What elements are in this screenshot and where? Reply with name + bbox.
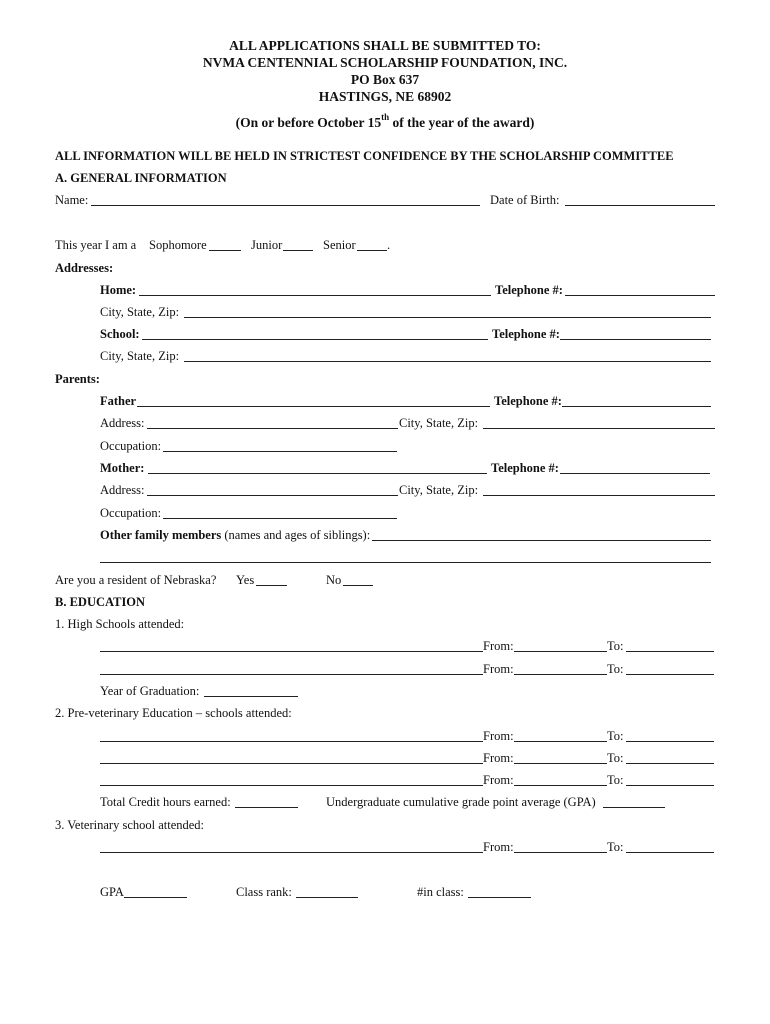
to-label: To: xyxy=(607,751,624,765)
senior-field[interactable] xyxy=(357,250,387,251)
other-family-label: Other family members (names and ages of siblings): xyxy=(100,528,371,542)
from-label: From: xyxy=(483,773,514,787)
resident-yes-field[interactable] xyxy=(256,585,287,586)
father-name-field[interactable] xyxy=(137,406,490,407)
undergrad-gpa-label: Undergraduate cumulative grade point average (GPA) xyxy=(326,795,596,809)
grad-year-label: Year of Graduation: xyxy=(100,684,200,698)
home-row xyxy=(0,280,770,300)
mother-occupation-label: Occupation: xyxy=(100,506,162,520)
to-field[interactable] xyxy=(626,741,714,742)
home-address-field[interactable] xyxy=(139,295,491,296)
vet-school-heading: 3. Veterinary school attended: xyxy=(55,818,205,832)
name-label: Name: xyxy=(55,193,89,207)
to-field[interactable] xyxy=(626,674,714,675)
home-label: Home: xyxy=(100,283,137,297)
mother-occupation-field[interactable] xyxy=(163,518,397,519)
father-row xyxy=(0,391,770,411)
resident-row xyxy=(0,570,770,590)
deadline-note: (On or before October 15th of the year of the award) xyxy=(235,112,535,130)
undergrad-gpa-field[interactable] xyxy=(603,807,665,808)
year-prefix: This year I am a xyxy=(55,238,137,252)
father-occupation-field[interactable] xyxy=(163,451,397,452)
prevet-row-2 xyxy=(0,748,770,768)
in-class-label: #in class: xyxy=(417,885,464,899)
father-city-field[interactable] xyxy=(483,428,715,429)
mother-telephone-field[interactable] xyxy=(560,473,710,474)
to-label: To: xyxy=(607,729,624,743)
mother-name-field[interactable] xyxy=(148,473,487,474)
father-label: Father xyxy=(100,394,137,408)
junior-label: Junior xyxy=(251,238,283,252)
year-row: This year I am a Sophomore Junior Senior . xyxy=(0,235,770,255)
resident-yes-label: Yes xyxy=(236,573,255,587)
name-row xyxy=(0,190,770,210)
to-label: To: xyxy=(607,840,624,854)
home-city-label: City, State, Zip: xyxy=(100,305,180,319)
from-field[interactable] xyxy=(514,763,607,764)
grad-year-field[interactable] xyxy=(204,696,298,697)
header-line-3: PO Box 637 xyxy=(350,72,420,87)
header-line-2: NVMA CENTENNIAL SCHOLARSHIP FOUNDATION, INC. xyxy=(202,55,568,70)
father-address-field[interactable] xyxy=(147,428,398,429)
to-label: To: xyxy=(607,662,624,676)
prevet-school-field[interactable] xyxy=(100,785,483,786)
addresses-heading: Addresses: xyxy=(55,261,114,275)
prevet-school-field[interactable] xyxy=(100,763,483,764)
resident-no-label: No xyxy=(326,573,342,587)
vet-school-field[interactable] xyxy=(100,852,483,853)
high-school-row-1 xyxy=(0,636,770,656)
from-field[interactable] xyxy=(514,741,607,742)
gpa-field[interactable] xyxy=(124,897,187,898)
school-city-row xyxy=(0,346,770,366)
school-city-label: City, State, Zip: xyxy=(100,349,180,363)
graduation-year-row xyxy=(0,681,770,701)
from-field[interactable] xyxy=(514,785,607,786)
from-field[interactable] xyxy=(514,674,607,675)
school-label: School: xyxy=(100,327,140,341)
other-family-row-2 xyxy=(0,547,770,567)
high-school-name-field[interactable] xyxy=(100,674,483,675)
vet-gpa-row xyxy=(0,882,770,902)
home-telephone-field[interactable] xyxy=(565,295,715,296)
prevet-row-3 xyxy=(0,770,770,790)
father-address-row xyxy=(0,413,770,433)
header-line-1: ALL APPLICATIONS SHALL BE SUBMITTED TO: xyxy=(229,38,541,53)
school-telephone-label: Telephone #: xyxy=(492,327,560,341)
high-schools-heading: 1. High Schools attended: xyxy=(55,617,185,631)
from-label: From: xyxy=(483,662,514,676)
mother-address-row xyxy=(0,480,770,500)
other-family-field-2[interactable] xyxy=(100,562,711,563)
class-rank-label: Class rank: xyxy=(236,885,292,899)
junior-field[interactable] xyxy=(283,250,313,251)
from-field[interactable] xyxy=(514,651,607,652)
school-telephone-field[interactable] xyxy=(560,339,711,340)
father-city-label: City, State, Zip: xyxy=(399,416,479,430)
gpa-label: GPA xyxy=(100,885,124,899)
father-occupation-label: Occupation: xyxy=(100,439,162,453)
from-label: From: xyxy=(483,840,514,854)
dob-label: Date of Birth: xyxy=(490,193,560,207)
credits-gpa-row xyxy=(0,792,770,812)
from-label: From: xyxy=(483,751,514,765)
to-label: To: xyxy=(607,639,624,653)
school-city-field[interactable] xyxy=(184,361,711,362)
prevet-heading: 2. Pre-veterinary Education – schools attended: xyxy=(55,706,292,720)
credit-hours-field[interactable] xyxy=(235,807,298,808)
name-field[interactable] xyxy=(91,205,480,206)
mother-occupation-row xyxy=(0,503,770,523)
mother-telephone-label: Telephone #: xyxy=(491,461,559,475)
from-label: From: xyxy=(483,729,514,743)
father-telephone-field[interactable] xyxy=(562,406,711,407)
section-a-title: A. GENERAL INFORMATION xyxy=(55,171,227,185)
to-field[interactable] xyxy=(626,651,714,652)
section-b-title: B. EDUCATION xyxy=(55,595,146,609)
father-address-label: Address: xyxy=(100,416,145,430)
in-class-field[interactable] xyxy=(468,897,531,898)
mother-city-label: City, State, Zip: xyxy=(399,483,479,497)
from-label: From: xyxy=(483,639,514,653)
header-line-4: HASTINGS, NE 68902 xyxy=(318,89,452,104)
class-rank-field[interactable] xyxy=(296,897,358,898)
mother-address-field[interactable] xyxy=(147,495,398,496)
sophomore-field[interactable] xyxy=(209,250,241,251)
father-occupation-row xyxy=(0,436,770,456)
other-family-row xyxy=(0,525,770,545)
resident-no-field[interactable] xyxy=(343,585,373,586)
resident-question: Are you a resident of Nebraska? xyxy=(55,573,217,587)
school-row xyxy=(0,324,770,344)
senior-label: Senior xyxy=(323,238,356,252)
credit-hours-label: Total Credit hours earned: xyxy=(100,795,231,809)
other-family-field[interactable] xyxy=(372,540,711,541)
sophomore-label: Sophomore xyxy=(149,238,207,252)
to-field[interactable] xyxy=(626,763,714,764)
from-field[interactable] xyxy=(514,852,607,853)
to-field[interactable] xyxy=(626,785,714,786)
vet-school-row xyxy=(0,837,770,857)
to-label: To: xyxy=(607,773,624,787)
father-telephone-label: Telephone #: xyxy=(494,394,562,408)
prevet-row-1 xyxy=(0,726,770,746)
dob-field[interactable] xyxy=(565,205,715,206)
home-city-field[interactable] xyxy=(184,317,711,318)
high-school-row-2 xyxy=(0,659,770,679)
to-field[interactable] xyxy=(626,852,714,853)
mother-row xyxy=(0,458,770,478)
confidentiality-notice: ALL INFORMATION WILL BE HELD IN STRICTEST CONFIDENCE BY THE SCHOLARSHIP COMMITTEE xyxy=(55,149,674,163)
mother-address-label: Address: xyxy=(100,483,145,497)
high-school-name-field[interactable] xyxy=(100,651,483,652)
mother-label: Mother: xyxy=(100,461,145,475)
parents-heading: Parents: xyxy=(55,372,100,386)
school-address-field[interactable] xyxy=(142,339,488,340)
home-city-row xyxy=(0,302,770,322)
home-telephone-label: Telephone #: xyxy=(495,283,563,297)
mother-city-field[interactable] xyxy=(483,495,715,496)
prevet-school-field[interactable] xyxy=(100,741,483,742)
